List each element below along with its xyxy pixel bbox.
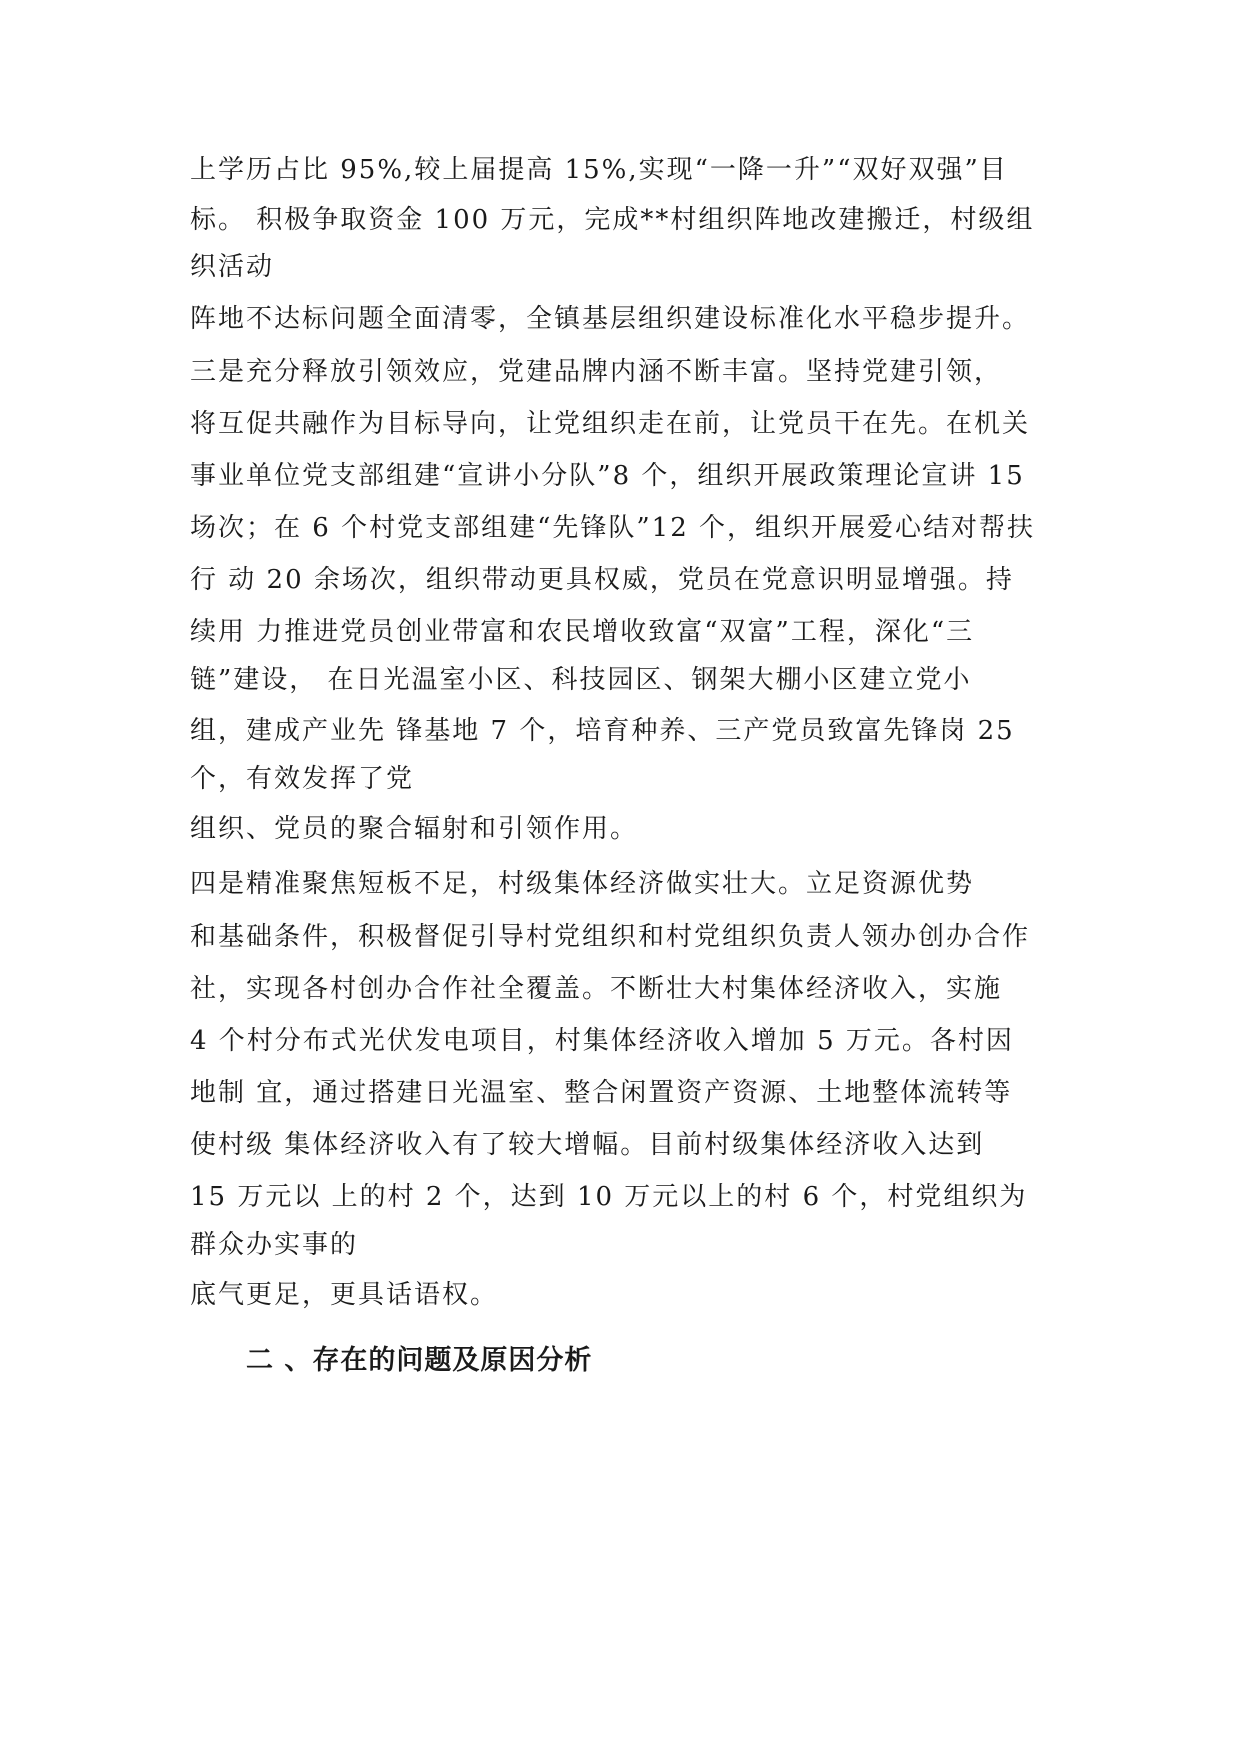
section-heading: 二 、存在的问题及原因分析 — [246, 1345, 593, 1376]
paragraph-first-line: 三是充分释放引领效应，党建品牌内涵不断丰富。坚持党建引领， — [190, 357, 1003, 387]
body-text-line: 组，建成产业先 锋基地 7 个，培育种养、三产党员致富先锋岗 25 — [190, 716, 1015, 746]
paragraph-first-line: 四是精准聚焦短板不足，村级集体经济做实壮大。立足资源优势 — [190, 869, 975, 899]
body-text-line: 场次；在 6 个村党支部组建“先锋队”12 个，组织开展爱心结对帮扶 — [190, 513, 1036, 543]
body-text-line: 社，实现各村创办合作社全覆盖。不断壮大村集体经济收入，实施 — [190, 974, 1003, 1004]
body-text-line: 行 动 20 余场次，组织带动更具权威，党员在党意识明显增强。持 — [190, 565, 1014, 595]
body-text-line: 将互促共融作为目标导向，让党组织走在前，让党员干在先。在机关 — [190, 409, 1031, 439]
body-text-line: 上学历占比 95%,较上届提高 15%,实现“一降一升”“双好双强”目 — [190, 155, 1008, 185]
body-text-line: 和基础条件，积极督促引导村党组织和村党组织负责人领办创办合作 — [190, 922, 1031, 952]
body-text-line: 使村级 集体经济收入有了较大增幅。目前村级集体经济收入达到 — [190, 1130, 985, 1160]
body-text-line: 群众办实事的 — [190, 1230, 359, 1260]
body-text-line: 阵地不达标问题全面清零，全镇基层组织建设标准化水平稳步提升。 — [190, 304, 1031, 334]
body-text-line: 组织、党员的聚合辐射和引领作用。 — [190, 814, 639, 844]
body-text-line: 15 万元以 上的村 2 个，达到 10 万元以上的村 6 个，村党组织为 — [190, 1182, 1028, 1212]
body-text-line: 个，有效发挥了党 — [190, 764, 415, 794]
body-text-line: 续用 力推进党员创业带富和农民增收致富“双富”工程，深化“三 — [190, 617, 975, 647]
body-text-line: 标。 积极争取资金 100 万元，完成**村组织阵地改建搬迁，村级组 — [190, 205, 1035, 235]
body-text-line: 织活动 — [190, 252, 275, 282]
body-text-line: 底气更足，更具话语权。 — [190, 1280, 499, 1310]
body-text-line: 地制 宜，通过搭建日光温室、整合闲置资产资源、土地整体流转等 — [190, 1078, 1013, 1108]
body-text-line: 链”建设， 在日光温室小区、科技园区、钢架大棚小区建立党小 — [190, 665, 972, 695]
body-text-line: 事业单位党支部组建“宣讲小分队”8 个，组织开展政策理论宣讲 15 — [190, 461, 1025, 491]
body-text-line: 4 个村分布式光伏发电项目，村集体经济收入增加 5 万元。各村因 — [190, 1026, 1014, 1056]
